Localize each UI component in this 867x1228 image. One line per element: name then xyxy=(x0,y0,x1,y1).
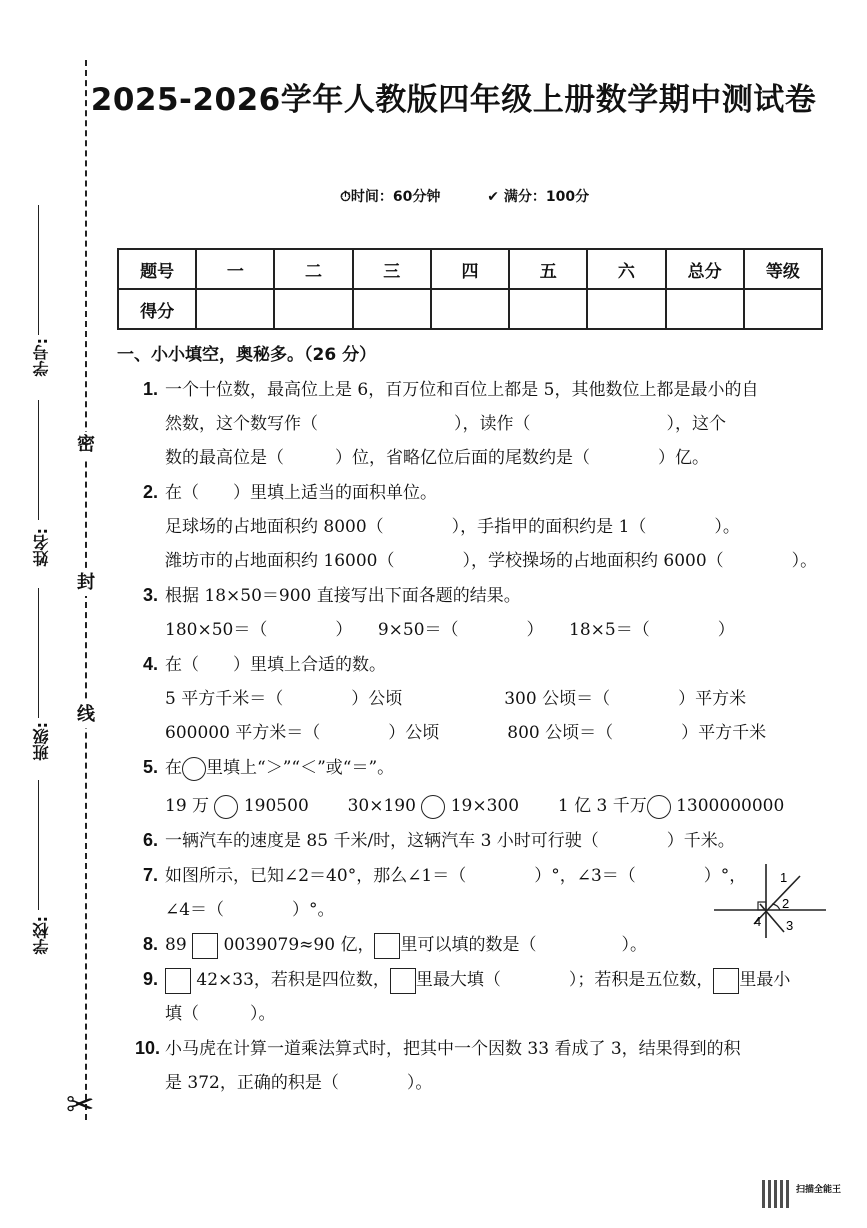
cell-score[interactable] xyxy=(274,289,352,329)
cell-score[interactable] xyxy=(587,289,665,329)
square-blank-icon xyxy=(390,968,416,994)
question-text: 里最大填（ ）；若积是五位数， xyxy=(415,970,714,990)
compare-circle[interactable] xyxy=(214,795,238,819)
compare-left: 1 亿 3 千万 xyxy=(557,796,647,816)
square-blank-icon xyxy=(713,968,739,994)
cell-header: 六 xyxy=(587,249,665,289)
question-number: 8. xyxy=(143,934,159,954)
compare-right: 1300000000 xyxy=(676,796,785,816)
question-text: 里填上“＞”“＜”或“＝”。 xyxy=(206,758,395,778)
exam-meta xyxy=(340,186,631,206)
cell-header: 五 xyxy=(509,249,587,289)
question-text: 600000 平方米＝（ ）公顷 800 公顷＝（ ）平方千米 xyxy=(165,723,767,743)
cell-score[interactable] xyxy=(353,289,431,329)
cell-score[interactable] xyxy=(431,289,509,329)
name-line xyxy=(38,400,39,520)
cell-header: 题号 xyxy=(118,249,196,289)
cell-header: 等级 xyxy=(744,249,822,289)
compare-circle[interactable] xyxy=(647,795,671,819)
cell-header: 四 xyxy=(431,249,509,289)
question-text: 里可以填的数是（ ）。 xyxy=(400,935,647,955)
question-number: 9. xyxy=(143,969,159,989)
scanner-brand: 扫描全能王 xyxy=(796,1185,842,1195)
student-id-label: 学号: xyxy=(32,338,51,377)
class-label: 班级: xyxy=(32,722,51,761)
question-10 xyxy=(117,1031,827,1066)
question-text: 5 平方千米＝（ ）公顷 300 公顷＝（ ）平方米 xyxy=(165,689,747,709)
seal-char-1: 密 xyxy=(76,432,96,458)
question-9 xyxy=(117,962,827,997)
question-text: 是 372，正确的积是（ ）。 xyxy=(165,1073,433,1093)
compare-row xyxy=(117,789,827,823)
score-table xyxy=(117,248,823,330)
question-text: 在（ ）里填上合适的数。 xyxy=(165,655,386,675)
binding-strip xyxy=(0,0,110,1228)
question-text: 数的最高位是（ ）位，省略亿位后面的尾数约是（ ）亿。 xyxy=(165,448,709,468)
square-blank-icon xyxy=(374,933,400,959)
question-number: 5. xyxy=(143,757,159,777)
question-4 xyxy=(117,647,827,682)
cell-header: 总分 xyxy=(666,249,744,289)
school-line xyxy=(38,780,39,910)
score-table-score-row xyxy=(118,289,822,329)
slant-line-2 xyxy=(760,904,784,932)
compare-right: 190500 xyxy=(243,796,309,816)
time-limit: ⏱时间：60分钟 xyxy=(340,189,441,205)
student-id-line xyxy=(38,205,39,335)
question-text: 潍坊市的占地面积约 16000（ ），学校操场的占地面积约 6000（ ）。 xyxy=(165,551,818,571)
circle-blank-icon xyxy=(182,757,206,781)
cell-header: 一 xyxy=(196,249,274,289)
cell-score[interactable] xyxy=(509,289,587,329)
question-text: ∠4＝（ ）°。 xyxy=(165,900,335,920)
question-text: 里最小 xyxy=(739,970,791,990)
question-text: 42×33，若积是四位数， xyxy=(196,970,390,990)
cell-header: 三 xyxy=(353,249,431,289)
question-text: 180×50＝（ ） 9×50＝（ ） 18×5＝（ ） xyxy=(165,620,735,640)
square-blank[interactable] xyxy=(192,933,218,959)
angle-label-2: 2 xyxy=(782,896,790,911)
score-table-header-row xyxy=(118,249,822,289)
question-number: 3. xyxy=(143,585,159,605)
seal-char-3: 线 xyxy=(76,702,96,728)
question-text: 然数，这个数写作（ ），读作（ ），这个 xyxy=(165,414,726,434)
question-text: 足球场的占地面积约 8000（ ），手指甲的面积约是 1（ ）。 xyxy=(165,517,740,537)
cell-score[interactable] xyxy=(666,289,744,329)
scanner-watermark xyxy=(758,1176,858,1216)
question-text: 一辆汽车的速度是 85 千米/时，这辆汽车 3 小时可行驶（ ）千米。 xyxy=(165,831,735,851)
cell-header: 二 xyxy=(274,249,352,289)
scissors-icon: ✂ xyxy=(66,1085,95,1125)
school-label: 学校: xyxy=(32,916,51,955)
question-number: 2. xyxy=(143,482,159,502)
question-number: 1. xyxy=(143,379,159,399)
square-blank[interactable] xyxy=(165,968,191,994)
class-line xyxy=(38,588,39,718)
cell-score[interactable] xyxy=(196,289,274,329)
angle-label-1: 1 xyxy=(780,870,788,885)
full-score: ✔ 满分：100分 xyxy=(487,189,590,205)
cell-score[interactable] xyxy=(744,289,822,329)
question-text: 在 xyxy=(165,758,182,778)
question-2 xyxy=(117,475,827,510)
compare-circle[interactable] xyxy=(421,795,445,819)
compare-left: 30×190 xyxy=(347,796,416,816)
question-5 xyxy=(117,750,827,785)
questions xyxy=(117,338,827,1100)
compare-left: 19 万 xyxy=(165,796,210,816)
question-number: 7. xyxy=(143,865,159,885)
question-6 xyxy=(117,823,827,858)
question-text: 如图所示，已知∠2＝40°，那么∠1＝（ ）°，∠3＝（ ）°， xyxy=(165,866,747,886)
question-text: 小马虎在计算一道乘法算式时，把其中一个因数 33 看成了 3，结果得到的积 xyxy=(165,1039,741,1059)
question-number: 10. xyxy=(135,1038,161,1058)
question-text: 填（ ）。 xyxy=(165,1004,276,1024)
angle-label-3: 3 xyxy=(786,918,794,933)
question-number: 6. xyxy=(143,830,159,850)
question-3 xyxy=(117,578,827,613)
question-text: 一个十位数，最高位上是 6，百万位和百位上都是 5，其他数位上都是最小的自 xyxy=(165,380,759,400)
question-number: 4. xyxy=(143,654,159,674)
name-label: 姓名: xyxy=(32,528,51,567)
section-heading: 一、小小填空，奥秘多。（26 分） xyxy=(117,345,377,365)
angle-diagram xyxy=(714,862,826,938)
question-text: 根据 18×50＝900 直接写出下面各题的结果。 xyxy=(165,586,521,606)
question-text: 0039079≈90 亿， xyxy=(223,935,375,955)
question-1 xyxy=(117,372,827,407)
angle-label-4: 4 xyxy=(754,914,762,929)
page-title: 2025-2026学年人教版四年级上册数学期中测试卷 xyxy=(90,82,817,118)
seal-char-2: 封 xyxy=(76,570,96,596)
question-text: 在（ ）里填上适当的面积单位。 xyxy=(165,483,437,503)
cell-score-label: 得分 xyxy=(118,289,196,329)
compare-right: 19×300 xyxy=(450,796,520,816)
qr-code-icon xyxy=(762,1180,790,1208)
question-text: 89 xyxy=(165,935,187,955)
